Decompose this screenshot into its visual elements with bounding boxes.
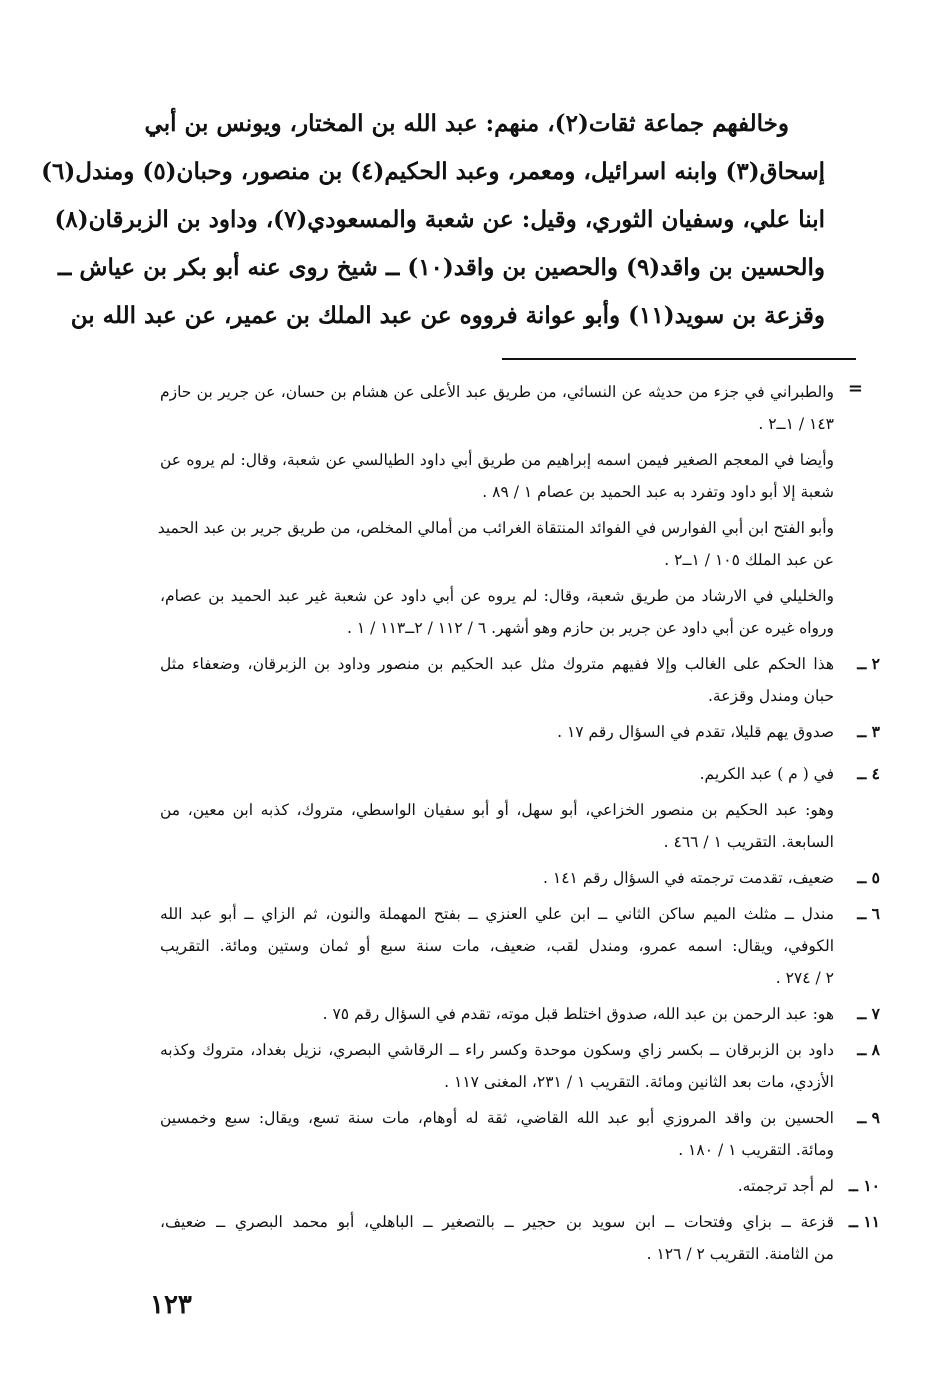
footnote-line: حبان ومندل وقزعة. <box>707 687 834 705</box>
footnote-continuation-marker: = <box>847 378 863 399</box>
footnote-number: ٦ ــ <box>857 904 880 923</box>
footnote-number: ٩ ــ <box>857 1108 880 1127</box>
footnote <box>160 794 880 858</box>
footnote-number: ١١ ــ <box>848 1212 880 1231</box>
footnote <box>160 998 880 1030</box>
main-text-line: وخالفهم جماعة ثقات(٢)، منهم: عبد الله بن المختار، ويونس بن أبي <box>144 110 789 137</box>
footnote-line: قزعة ــ بزاي وفتحات ــ ابن سويد بن حجير ــ بالتصغير ــ الباهلي، أبو محمد البصري ــ ضعيف، <box>160 1213 834 1231</box>
footnote-number: ٨ ــ <box>857 1040 880 1059</box>
footnote <box>160 648 880 712</box>
footnote-number: ٧ ــ <box>857 1004 880 1023</box>
footnote-number: ١٠ ــ <box>848 1176 880 1195</box>
footnote-line: ومائة. التقريب ١ / ١٨٠ . <box>678 1141 834 1159</box>
footnote <box>160 758 880 790</box>
main-text <box>41 100 825 340</box>
footnote-line: صدوق يهم قليلا، تقدم في السؤال رقم ١٧ . <box>557 723 834 741</box>
footnote-line: والخليلي في الارشاد من طريق شعبة، وقال: لم يروه عن أبي داود عن شعبة غير عبد الحميد بن عصام، <box>160 587 834 605</box>
footnote <box>160 898 880 994</box>
main-text-line: ابنا علي، وسفيان الثوري، وقيل: عن شعبة والمسعودي(٧)، وداود بن الزبرقان(٨) <box>54 206 825 233</box>
footnote-line: عن عبد الملك ١٠٥ / ١ــ٢ . <box>664 551 834 569</box>
footnote-line: ١٤٣ / ١ــ٢ . <box>758 415 834 433</box>
footnote <box>160 1034 880 1098</box>
footnote-line: هو: عبد الرحمن بن عبد الله، صدوق اختلط قبل موته، تقدم في السؤال رقم ٧٥ . <box>322 1005 834 1023</box>
main-text-line: والحسين بن واقد(٩) والحصين بن واقد(١٠) ــ شيخ روى عنه أبو بكر بن عياش ــ <box>57 254 825 281</box>
footnote-line: شعبة إلا أبو داود وتفرد به عبد الحميد بن عصام ١ / ٨٩ . <box>482 483 834 501</box>
footnote-line: في ( م ) عبد الكريم. <box>699 765 834 783</box>
footnote-line: وأيضا في المعجم الصغير فيمن اسمه إبراهيم من طريق أبي داود الطيالسي عن شعبة، وقال: لم يروه عن <box>160 451 834 469</box>
footnote-line: السابعة. التقريب ١ / ٤٦٦ . <box>663 833 834 851</box>
footnote-line: والطبراني في جزء من حديثه عن النسائي، من طريق عبد الأعلى عن هشام بن حسان، عن جرير بن حازم <box>160 383 834 401</box>
footnote-line: مندل ــ مثلث الميم ساكن الثاني ــ ابن علي العنزي ــ بفتح المهملة والنون، ثم الزاي ــ أبو عبد الله <box>160 905 834 923</box>
footnote-line: داود بن الزبرقان ــ بكسر زاي وسكون موحدة وكسر راء ــ الرقاشي البصري، نزيل بغداد، متروك وكذبه <box>160 1041 834 1059</box>
footnotes-section <box>157 376 880 1274</box>
footnote-line: هذا الحكم على الغالب وإلا ففيهم متروك مثل عبد الحكيم بن منصور وداود بن الزبرقان، وضعفاء مثل <box>160 655 834 673</box>
footnote-separator <box>502 358 856 360</box>
footnote-line: الكوفي، ويقال: اسمه عمرو، ومندل لقب، ضعيف، مات سنة سبع أو ثمان وستين ومائة. التقريب <box>160 937 834 955</box>
footnote <box>160 580 880 644</box>
footnote <box>160 376 880 440</box>
footnote-line: من الثامنة. التقريب ٢ / ١٢٦ . <box>646 1245 834 1263</box>
footnote <box>157 512 880 576</box>
footnote-line: الحسين بن واقد المروزي أبو عبد الله القاضي، ثقة له أوهام، مات سنة تسع، ويقال: سبع وخمسين <box>160 1109 834 1127</box>
footnote-line: وأبو الفتح ابن أبي الفوارس في الفوائد المنتقاة الغرائب من أمالي المخلص، من طريق جرير بن عبد الحميد <box>157 519 834 537</box>
footnote-number: ٤ ــ <box>857 764 880 783</box>
footnote <box>160 862 880 894</box>
footnote-line: ٢ / ٢٧٤ . <box>775 969 834 987</box>
footnote <box>160 444 880 508</box>
footnote-line: الأزدي، مات بعد الثانين ومائة. التقريب ١ / ٢٣١، المغنى ١١٧ . <box>444 1073 834 1091</box>
footnote-line: ضعيف، تقدمت ترجمته في السؤال رقم ١٤١ . <box>543 869 834 887</box>
footnote <box>160 716 880 748</box>
main-text-line: إسحاق(٣) وابنه اسرائيل، ومعمر، وعبد الحكيم(٤) بن منصور، وحبان(٥) ومندل(٦) <box>41 158 825 185</box>
footnote-number: ٣ ــ <box>857 722 880 741</box>
footnote-number: ٢ ــ <box>857 654 880 673</box>
page-number: ١٢٣ <box>150 1290 192 1320</box>
footnote-line: وهو: عبد الحكيم بن منصور الخزاعي، أبو سهل، أو أبو سفيان الواسطي، متروك، كذبه ابن معين، من <box>160 801 834 819</box>
footnote-line: ورواه غيره عن أبي داود عن جرير بن حازم وهو أشهر. ٦ / ١١٢ / ٢ــ١١٣ / ١ . <box>347 619 834 637</box>
footnote <box>160 1206 880 1270</box>
footnote-line: لم أجد ترجمته. <box>737 1177 834 1195</box>
main-text-line: وقزعة بن سويد(١١) وأبو عوانة فرووه عن عبد الملك بن عمير، عن عبد الله بن <box>70 302 825 329</box>
footnote <box>160 1170 880 1202</box>
footnote-number: ٥ ــ <box>857 868 880 887</box>
footnote <box>160 1102 880 1166</box>
